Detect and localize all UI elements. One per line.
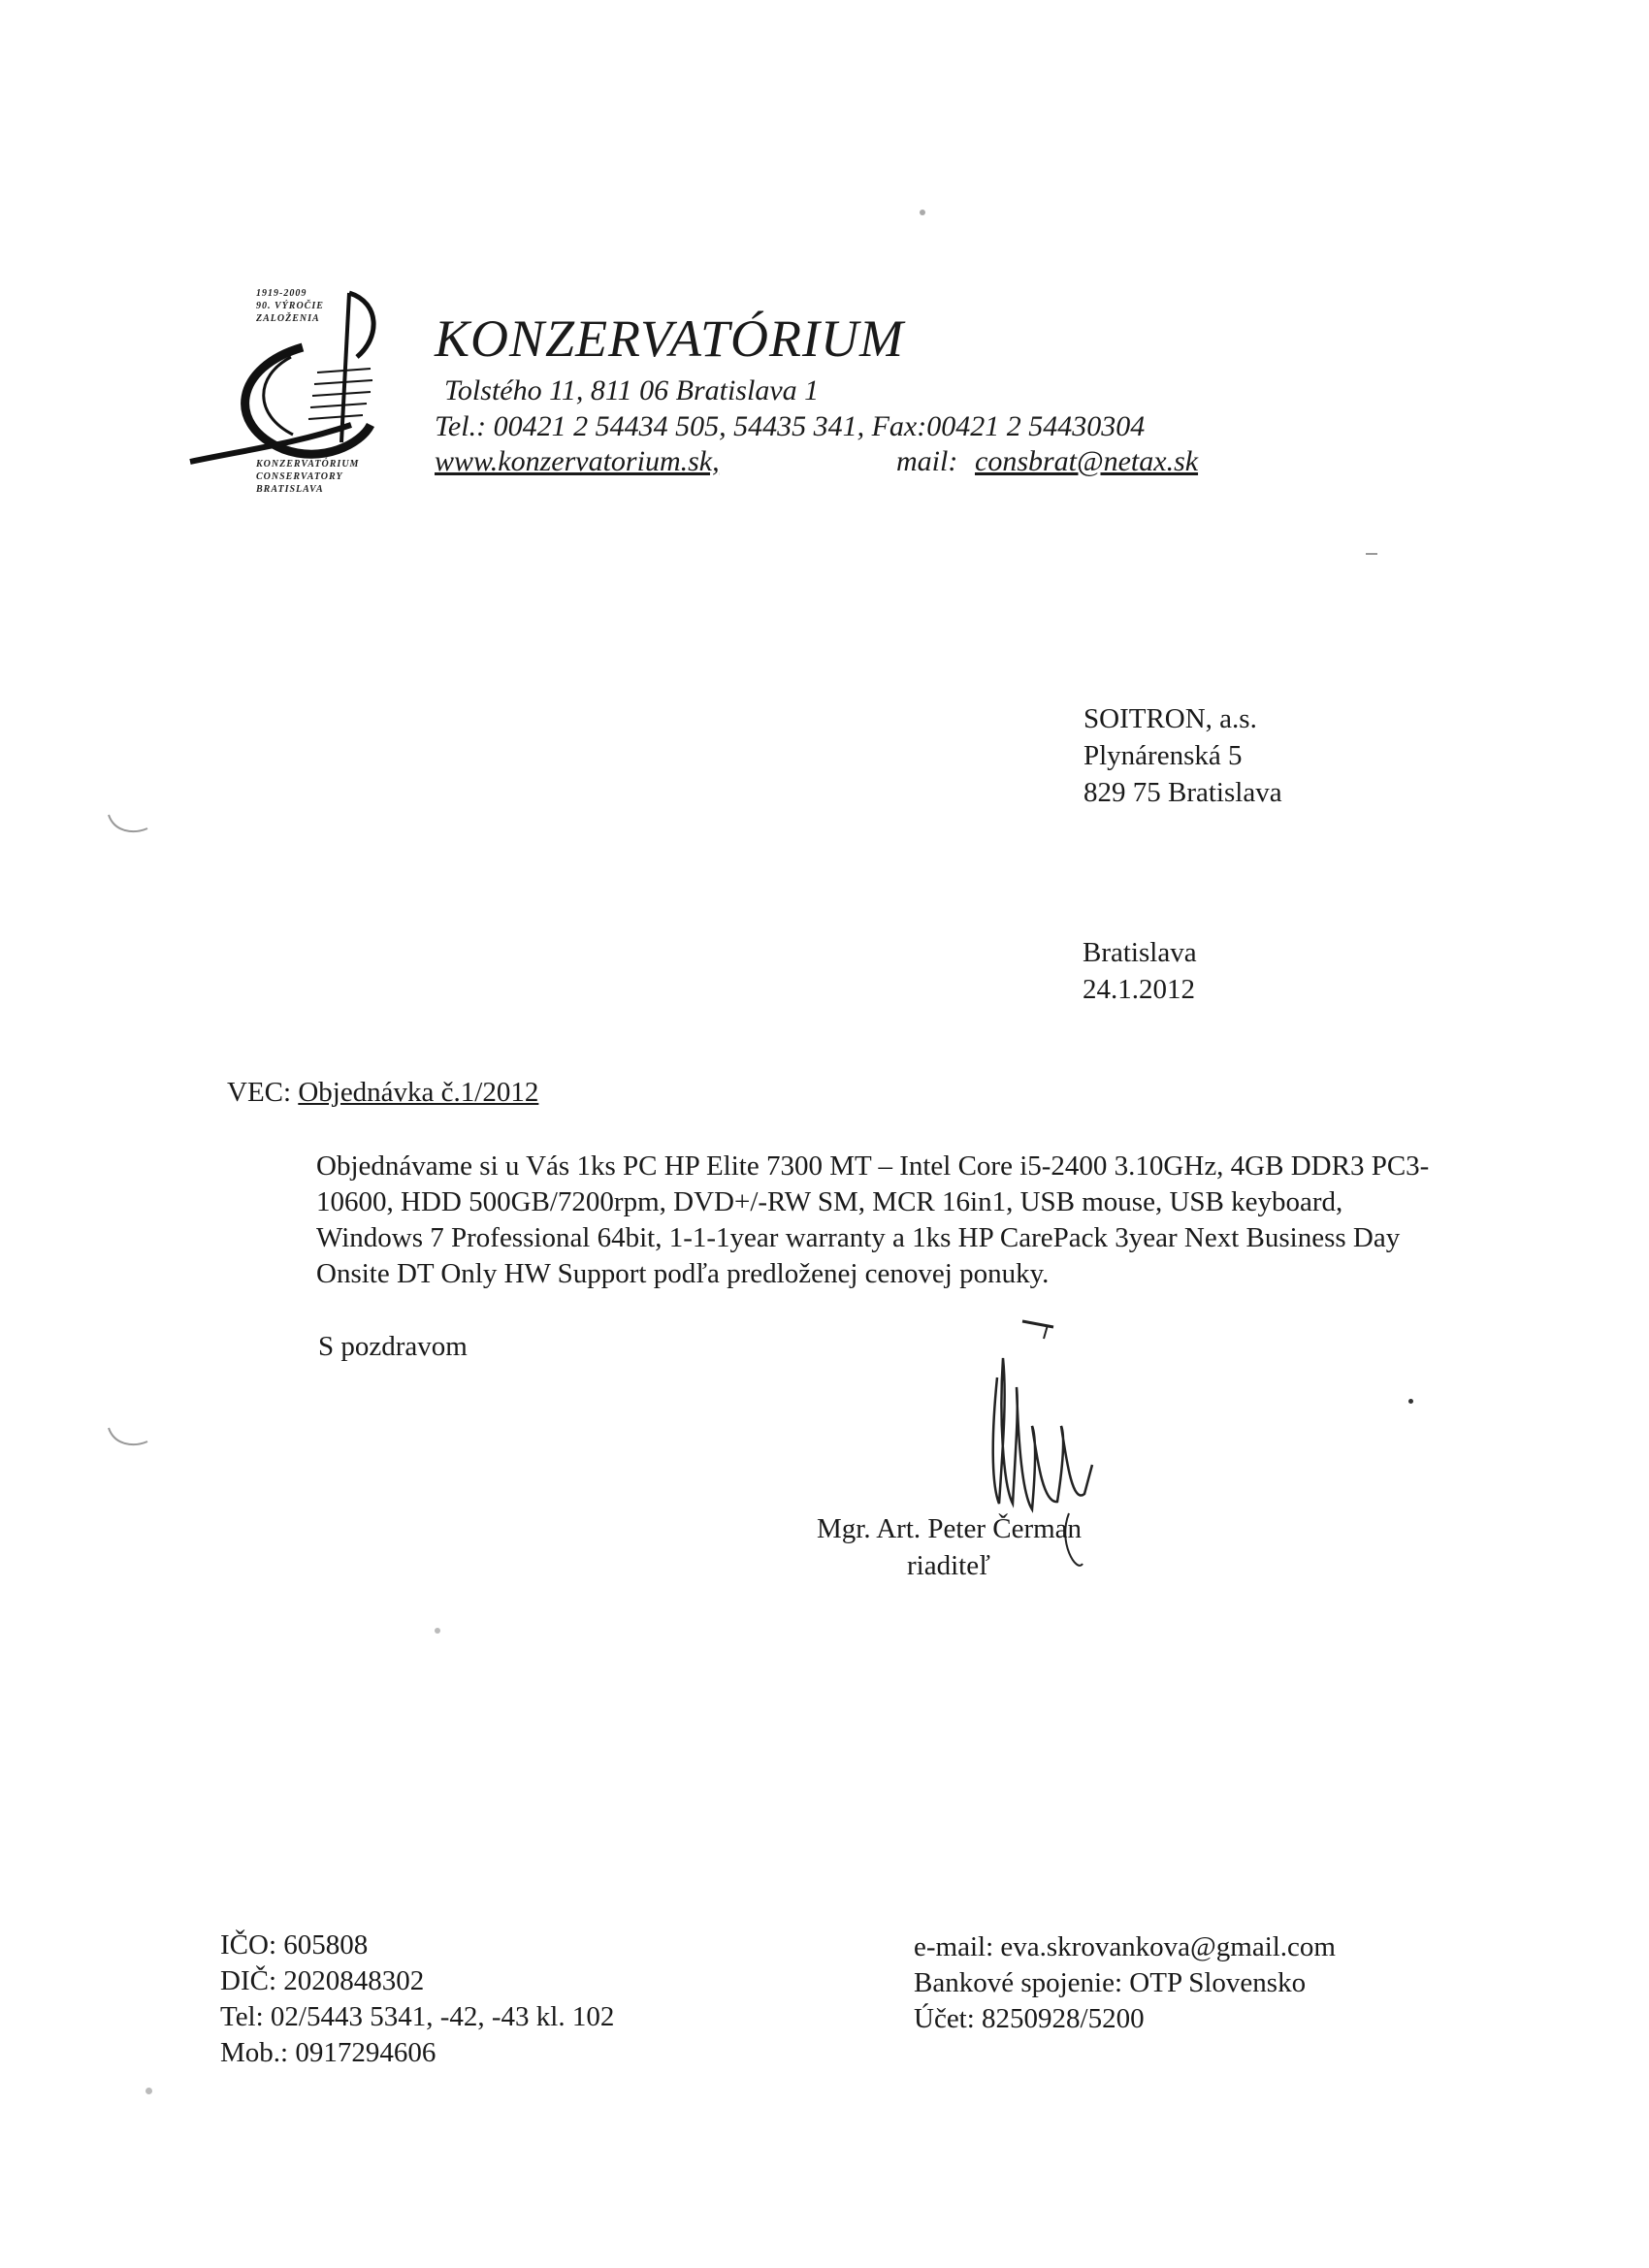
- punch-hole-mark: [105, 811, 153, 840]
- footer-bank: Bankové spojenie: OTP Slovensko: [914, 1967, 1307, 1998]
- footer-tel: Tel: 02/5443 5341, -42, -43 kl. 102: [220, 2001, 615, 2032]
- logo-caption-line: 90. VÝROČIE: [256, 301, 324, 311]
- footer-right: [914, 1929, 1336, 2037]
- scan-dash: [1366, 553, 1377, 555]
- footer-dic: DIČ: 2020848302: [220, 1965, 425, 1996]
- footer-left: [220, 1928, 614, 2071]
- date-value: 24.1.2012: [1083, 974, 1195, 1005]
- recipient-address: [1083, 700, 1282, 811]
- organization-name: KONZERVATÓRIUM: [435, 309, 904, 368]
- recipient-city: 829 75 Bratislava: [1083, 777, 1282, 808]
- logo: [186, 279, 400, 508]
- recipient-name: SOITRON, a.s.: [1083, 703, 1257, 734]
- signer-title: riaditeľ: [907, 1550, 990, 1581]
- greeting: S pozdravom: [318, 1331, 468, 1362]
- letter-body: [223, 1149, 1436, 1292]
- scan-dot: [1408, 1399, 1413, 1404]
- scan-dot: [146, 2088, 152, 2094]
- scan-dot: [435, 1628, 440, 1634]
- subject-line: [227, 1077, 538, 1109]
- footer-email: e-mail: eva.skrovankova@gmail.com: [914, 1931, 1336, 1962]
- organization-phone: Tel.: 00421 2 54434 505, 54435 341, Fax:00421 2 54430304: [435, 410, 1146, 442]
- logo-caption-line: BRATISLAVA: [256, 484, 324, 495]
- website-link[interactable]: www.konzervatorium.sk,: [435, 445, 720, 477]
- logo-caption-line: KONZERVATÓRIUM: [256, 459, 360, 470]
- punch-hole-mark: [105, 1424, 153, 1453]
- mail-label: mail:: [896, 445, 958, 477]
- logo-caption-line: CONSERVATORY: [256, 471, 343, 482]
- scan-dot: [920, 210, 925, 215]
- date-place: Bratislava: [1083, 937, 1197, 968]
- subject-label: VEC:: [227, 1077, 299, 1108]
- logo-caption-line: 1919-2009: [256, 288, 307, 299]
- mail-link[interactable]: consbrat@netax.sk: [975, 445, 1199, 477]
- logo-caption-line: ZALOŽENIA: [256, 313, 320, 324]
- signer-name: Mgr. Art. Peter Čerman: [817, 1513, 1083, 1544]
- subject-reference: Objednávka č.1/2012: [298, 1077, 539, 1108]
- organization-address: Tolstého 11, 811 06 Bratislava 1: [444, 374, 820, 406]
- logo-caption-bottom: [256, 458, 359, 496]
- body-paragraph: Objednávame si u Vás 1ks PC HP Elite 7300 MT – Intel Core i5-2400 3.10GHz, 4GB DDR3 PC3-10600, HDD 500GB/7200rpm, DVD+/-RW SM, MCR 16in1, USB mouse, USB keyboard, Windows 7 Professional 64bit, 1-1-1year warranty a 1ks HP CarePack 3year Next Business Day Onsite DT Only HW Support podľa predloženej cenovej ponuky.: [316, 1150, 1430, 1289]
- footer-mobile: Mob.: 0917294606: [220, 2037, 436, 2068]
- footer-account: Účet: 8250928/5200: [914, 2003, 1145, 2034]
- recipient-street: Plynárenská 5: [1083, 740, 1243, 771]
- footer-ico: IČO: 605808: [220, 1929, 369, 1960]
- date-block: [1083, 934, 1197, 1008]
